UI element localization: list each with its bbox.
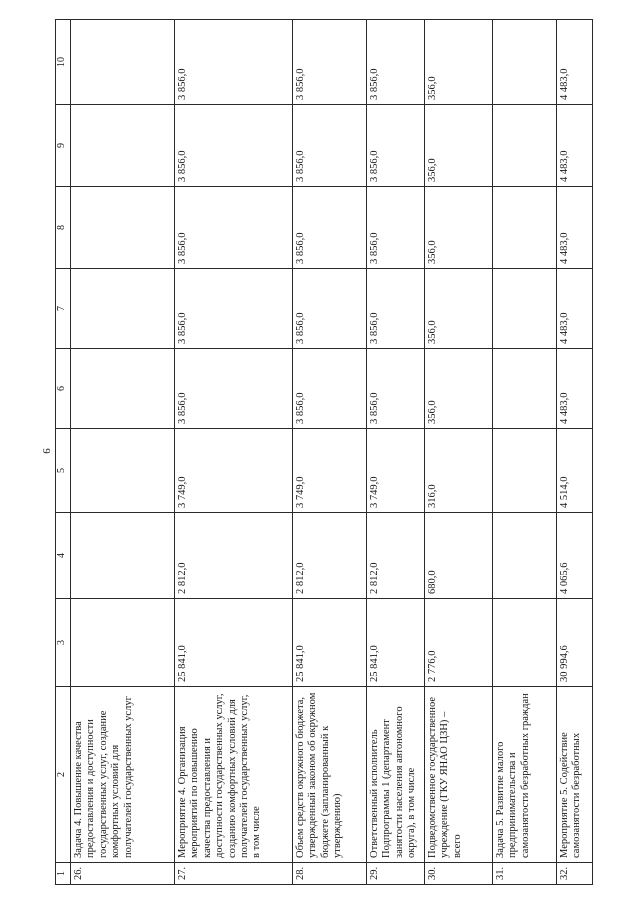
cell-c8: 3 856,0 xyxy=(175,187,293,269)
cell-c6: 356,0 xyxy=(425,349,493,429)
cell-c5: 3 749,0 xyxy=(293,429,367,513)
cell-c5: 316,0 xyxy=(425,429,493,513)
cell-c10: 356,0 xyxy=(425,20,493,105)
cell-c7 xyxy=(493,269,557,349)
column-header-5: 5 xyxy=(56,429,71,513)
cell-c10 xyxy=(71,20,175,105)
cell-c4: 680,0 xyxy=(425,513,493,599)
cell-c8 xyxy=(493,187,557,269)
cell-c6: 4 483,0 xyxy=(557,349,593,429)
row-description: Задача 4. Повышение качества предоставления и доступности государственных услуг, создание комфортных условий для получателей государственных услуг xyxy=(71,687,175,863)
table-row xyxy=(493,20,557,885)
cell-c3: 2 776,0 xyxy=(425,599,493,687)
cell-c3 xyxy=(493,599,557,687)
table-rotation-frame xyxy=(55,20,615,885)
row-number: 32. xyxy=(557,863,593,885)
cell-c9: 4 483,0 xyxy=(557,105,593,187)
cell-c9: 356,0 xyxy=(425,105,493,187)
cell-c7 xyxy=(71,269,175,349)
table-row xyxy=(293,20,367,885)
cell-c3 xyxy=(71,599,175,687)
cell-c4 xyxy=(71,513,175,599)
column-header-1: 1 xyxy=(56,863,71,885)
row-number: 27. xyxy=(175,863,293,885)
cell-c6 xyxy=(71,349,175,429)
budget-table xyxy=(55,19,593,885)
cell-c9 xyxy=(71,105,175,187)
page-number: 9 xyxy=(40,448,52,454)
cell-c5: 3 749,0 xyxy=(367,429,425,513)
cell-c10 xyxy=(493,20,557,105)
cell-c4 xyxy=(493,513,557,599)
row-number: 30. xyxy=(425,863,493,885)
cell-c10: 3 856,0 xyxy=(293,20,367,105)
cell-c5 xyxy=(493,429,557,513)
cell-c6 xyxy=(493,349,557,429)
cell-c10: 4 483,0 xyxy=(557,20,593,105)
row-description: Ответственный исполнитель Подпрограммы 1 (департамент занятости населения автономного округа), в том числе xyxy=(367,687,425,863)
table-row xyxy=(557,20,593,885)
cell-c3: 25 841,0 xyxy=(293,599,367,687)
column-header-7: 7 xyxy=(56,269,71,349)
cell-c4: 2 812,0 xyxy=(175,513,293,599)
cell-c7: 3 856,0 xyxy=(293,269,367,349)
row-description: Подведомственное государственное учреждение (ГКУ ЯНАО ЦЗН) – всего xyxy=(425,687,493,863)
row-number: 29. xyxy=(367,863,425,885)
column-header-10: 10 xyxy=(56,20,71,105)
cell-c3: 25 841,0 xyxy=(367,599,425,687)
cell-c5 xyxy=(71,429,175,513)
column-header-4: 4 xyxy=(56,513,71,599)
row-description: Задача 5. Развитие малого предпринимательства и самозанятости безработных граждан xyxy=(493,687,557,863)
row-description: Мероприятие 4. Организация мероприятий по повышению качества предоставления и доступности государственных услуг, созданию комфортных условий для получателей государственных услуг, в том числе xyxy=(175,687,293,863)
cell-c10: 3 856,0 xyxy=(367,20,425,105)
column-header-2: 2 xyxy=(56,687,71,863)
cell-c9: 3 856,0 xyxy=(367,105,425,187)
cell-c6: 3 856,0 xyxy=(367,349,425,429)
cell-c6: 3 856,0 xyxy=(293,349,367,429)
row-number: 26. xyxy=(71,863,175,885)
column-header-3: 3 xyxy=(56,599,71,687)
header-row xyxy=(56,20,71,885)
cell-c8: 3 856,0 xyxy=(293,187,367,269)
cell-c3: 30 994,6 xyxy=(557,599,593,687)
column-header-9: 9 xyxy=(56,105,71,187)
cell-c4: 4 065,6 xyxy=(557,513,593,599)
column-header-8: 8 xyxy=(56,187,71,269)
column-header-6: 6 xyxy=(56,349,71,429)
table-row xyxy=(71,20,175,885)
row-description: Мероприятие 5. Содействие самозанятости безработных xyxy=(557,687,593,863)
cell-c6: 3 856,0 xyxy=(175,349,293,429)
table-row xyxy=(175,20,293,885)
cell-c7: 356,0 xyxy=(425,269,493,349)
cell-c7: 3 856,0 xyxy=(367,269,425,349)
cell-c5: 3 749,0 xyxy=(175,429,293,513)
cell-c5: 4 514,0 xyxy=(557,429,593,513)
cell-c8: 356,0 xyxy=(425,187,493,269)
cell-c8 xyxy=(71,187,175,269)
row-number: 31. xyxy=(493,863,557,885)
cell-c7: 4 483,0 xyxy=(557,269,593,349)
cell-c8: 3 856,0 xyxy=(367,187,425,269)
cell-c9 xyxy=(493,105,557,187)
cell-c10: 3 856,0 xyxy=(175,20,293,105)
cell-c7: 3 856,0 xyxy=(175,269,293,349)
cell-c4: 2 812,0 xyxy=(367,513,425,599)
cell-c3: 25 841,0 xyxy=(175,599,293,687)
table-row xyxy=(367,20,425,885)
cell-c9: 3 856,0 xyxy=(175,105,293,187)
cell-c4: 2 812,0 xyxy=(293,513,367,599)
cell-c8: 4 483,0 xyxy=(557,187,593,269)
row-description: Объем средств окружного бюджета, утвержденный законом об окружном бюджете (запланированный к утверждению) xyxy=(293,687,367,863)
cell-c9: 3 856,0 xyxy=(293,105,367,187)
rotated-table-sheet xyxy=(55,20,615,885)
row-number: 28. xyxy=(293,863,367,885)
table-row xyxy=(425,20,493,885)
table-body xyxy=(71,20,593,885)
